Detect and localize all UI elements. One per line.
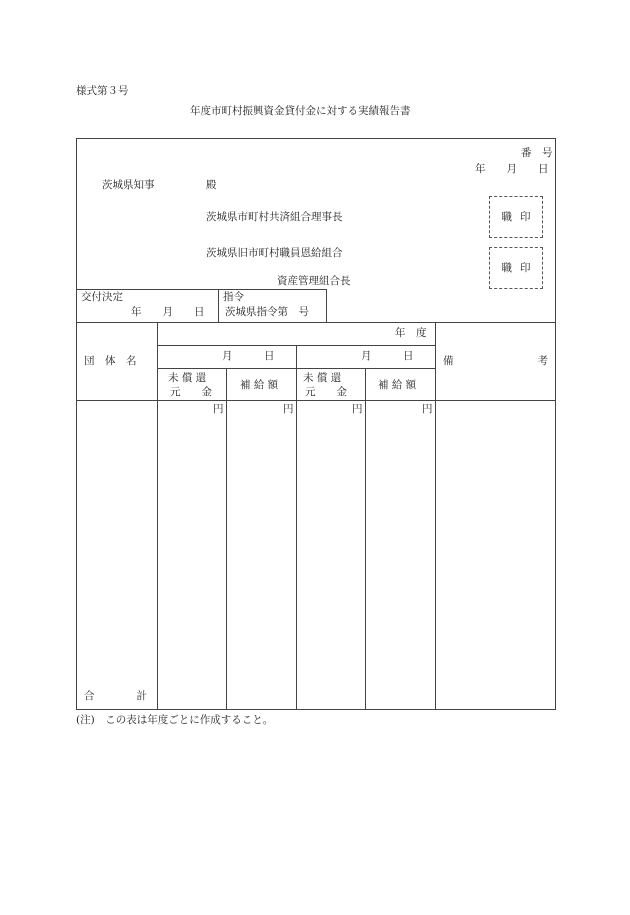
unpaid-principal-header-1-top: 未 償 還 — [168, 372, 207, 384]
decision-date: 年 月 日 — [131, 306, 205, 318]
col-line-b — [296, 345, 297, 710]
decision-label: 交付決定 — [81, 291, 123, 303]
remarks-column-line — [435, 322, 436, 710]
remarks-header: 備 考 — [443, 355, 548, 367]
date-label: 年 月 日 — [475, 163, 549, 175]
total-label: 合 計 — [84, 690, 147, 702]
fiscal-year-header: 年 度 — [395, 327, 427, 339]
col-line-c — [365, 368, 366, 710]
seal-label-2: 職印 — [501, 261, 539, 274]
yen-unit-1: 円 — [213, 403, 224, 415]
number-label: 番 号 — [521, 147, 553, 159]
directive-right-line — [326, 289, 327, 322]
header-bottom-line — [76, 400, 556, 401]
official-seal-box-1 — [489, 196, 543, 238]
unpaid-principal-header-2-top: 未 償 還 — [303, 372, 342, 384]
yen-unit-4: 円 — [422, 403, 433, 415]
col-line-a — [226, 368, 227, 710]
yen-unit-2: 円 — [283, 403, 294, 415]
honorific: 殿 — [206, 179, 217, 191]
seal-label-1: 職印 — [501, 210, 539, 223]
decision-divider — [218, 289, 219, 322]
addressee: 茨城県知事 — [102, 179, 155, 191]
sender-pension-union-line2: 資産管理組合長 — [277, 275, 351, 287]
month-day-header-1: 月 日 — [222, 350, 275, 362]
directive-number: 茨城県指令第 号 — [225, 306, 309, 318]
subsidy-amount-header-2: 補 給 額 — [378, 379, 417, 391]
sender-union-chairman: 茨城県市町村共済組合理事長 — [206, 211, 343, 223]
sender-pension-union-line1: 茨城県旧市町村職員恩給組合 — [206, 247, 343, 259]
form-title: 年度市町村振興資金貸付金に対する実績報告書 — [190, 105, 411, 117]
decision-row-top-line — [76, 289, 327, 290]
subsidy-amount-header-1: 補 給 額 — [240, 379, 279, 391]
unpaid-principal-header-1-bottom: 元 金 — [170, 386, 212, 398]
footnote: (注) この表は年度ごとに作成すること。 — [76, 714, 274, 726]
directive-label: 指令 — [223, 291, 244, 303]
official-seal-box-2 — [489, 247, 543, 289]
month-day-header-2: 月 日 — [361, 350, 414, 362]
entity-column-line — [157, 322, 158, 710]
entity-name-header: 団 体 名 — [84, 355, 137, 367]
unpaid-principal-header-2-bottom: 元 金 — [305, 386, 347, 398]
table-top-line — [76, 322, 556, 323]
yen-unit-3: 円 — [352, 403, 363, 415]
form-number: 様式第３号 — [76, 85, 129, 97]
report-frame — [76, 138, 556, 710]
